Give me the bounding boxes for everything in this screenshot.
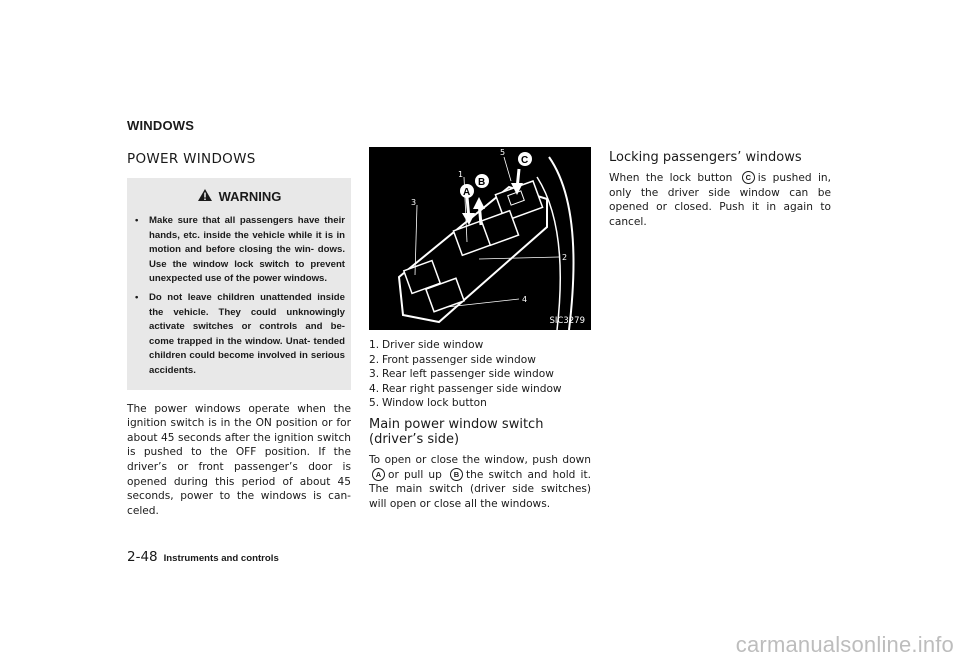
- watermark: carmanualsonline.info: [735, 632, 954, 657]
- callout-1: 1: [458, 170, 464, 179]
- caption-item: 4. Rear right passenger side window: [369, 382, 562, 395]
- figure-caption-list: [369, 338, 591, 411]
- callout-5: 5: [500, 148, 506, 157]
- power-windows-body: The power windows operate when the ignition switch is in the ON position or for about 45 seconds after the ignition switch is pushed to the OFF position. If the driver’s or front passenger’s door is opened during this period of about 45 seconds, power to the windows is can- celed.: [127, 402, 351, 517]
- callout-b: B: [478, 177, 486, 188]
- warning-bullet-1: [133, 214, 345, 287]
- callout-2: 2: [562, 253, 568, 262]
- callout-a: A: [463, 187, 471, 198]
- main-switch-heading: Main power window switch (driver’s side): [369, 416, 544, 447]
- circle-c-icon: C: [742, 171, 755, 184]
- circle-a-icon: A: [372, 468, 385, 481]
- bullet-icon: •: [135, 215, 139, 226]
- warning-bullet-text: Make sure that all passengers have their hands, etc. inside the vehicle while it is in motion and before closing the win- dows. Use the window lock switch to prevent unexpected use of the power windows.: [149, 215, 345, 285]
- locking-body: When the lock button C is pushed in, only the driver side window can be opened or closed. Push it in again to cancel.: [609, 172, 831, 228]
- warning-box: [127, 178, 351, 390]
- caption-item: 3. Rear left passenger side window: [369, 368, 554, 381]
- circle-b-icon: B: [450, 468, 463, 481]
- figure-code: SIC3279: [549, 316, 585, 326]
- column-locking: [609, 150, 831, 229]
- caption-item: 2. Front passenger side window: [369, 353, 536, 366]
- main-switch-body: To open or close the window, push down A or pull up B the switch and hold it. The main switch (driver side switches) will open or close all the windows.: [369, 453, 592, 510]
- locking-heading: Locking passengers’ windows: [609, 150, 802, 165]
- callout-3: 3: [411, 198, 417, 207]
- warning-title-text: WARNING: [218, 188, 282, 204]
- caption-item: 1. Driver side window: [369, 339, 484, 351]
- bullet-icon: •: [135, 291, 139, 303]
- page-footer: [127, 549, 279, 565]
- power-windows-heading: POWER WINDOWS: [127, 151, 256, 167]
- warning-bullet-text: Do not leave children unattended inside the vehicle. They could unknowingly activate switches or controls and be- come trapped in the window. Unat- tended children could become involved in serious accidents.: [149, 291, 345, 376]
- warning-bullet-2: [133, 291, 345, 379]
- callout-4: 4: [522, 295, 528, 304]
- warning-triangle-icon: [197, 188, 213, 205]
- window-switch-illustration: [369, 147, 591, 330]
- footer-title: Instruments and controls: [163, 553, 279, 564]
- callout-c: C: [521, 155, 529, 166]
- warning-list: [133, 214, 345, 379]
- page-number: 2-48: [127, 549, 158, 565]
- column-figure: [369, 147, 591, 511]
- warning-title: [133, 186, 345, 206]
- section-header: WINDOWS: [127, 118, 195, 133]
- column-power-windows: [127, 151, 351, 518]
- window-switch-figure: [369, 147, 591, 330]
- caption-item: 5. Window lock button: [369, 397, 487, 410]
